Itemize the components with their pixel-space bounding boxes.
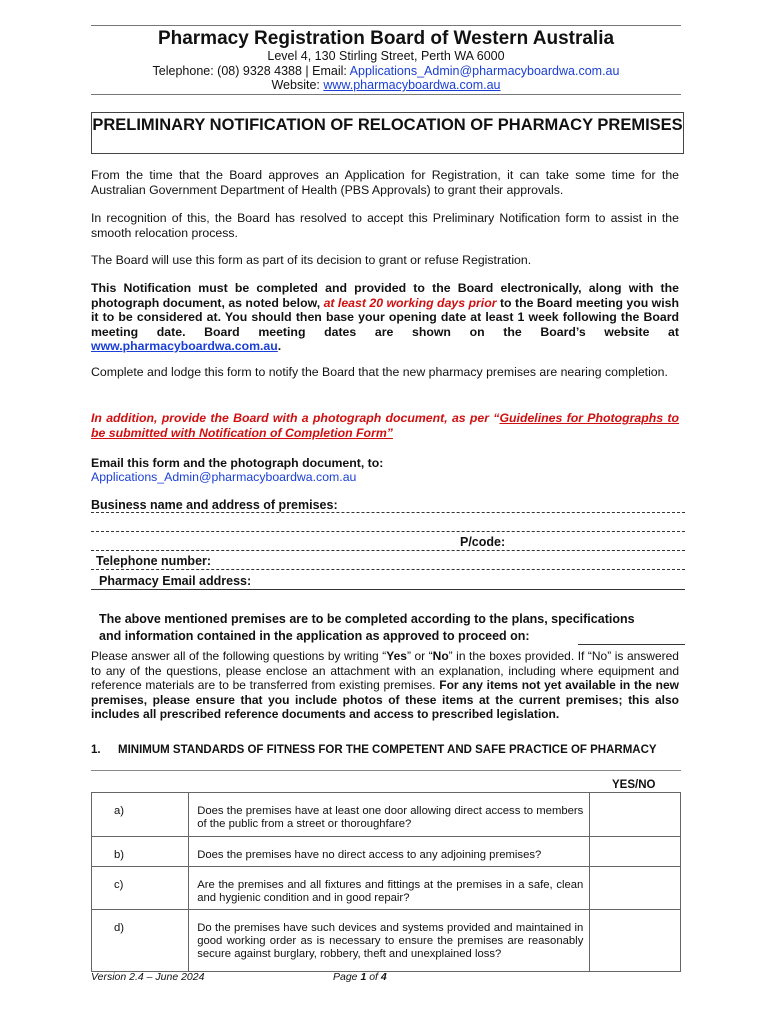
header-email-link[interactable]: Applications_Admin@pharmacyboardwa.com.au (349, 64, 620, 78)
instr-c: ” in the boxes provided. If “No” is answered to any of the questions, please enclose an attachment with an explanation, including where equipment and reference materials are to be transferred from existing premises. (91, 649, 679, 692)
question-letter: d) (92, 910, 189, 972)
instr-b: ” or “ (406, 649, 433, 663)
questions-table (91, 792, 681, 972)
telephone-text: Telephone: (08) 9328 4388 | Email: (152, 64, 350, 78)
p4-deadline: at least 20 working days prior (323, 295, 497, 310)
yes-no-header: YES/NO (612, 779, 656, 791)
instr-a: Please answer all of the following questions by writing “ (91, 649, 387, 663)
question-text: Are the premises and all fixtures and fittings at the premises in a safe, clean and hygienic condition and in good repair? (189, 867, 590, 910)
telephone-input-line[interactable] (91, 569, 685, 570)
email-address[interactable]: Applications_Admin@pharmacyboardwa.com.au (91, 470, 357, 484)
page-num: 1 (360, 971, 367, 983)
instr-yes: Yes (386, 649, 407, 663)
email-field-label: Pharmacy Email address: (99, 574, 252, 588)
question-row (92, 793, 681, 837)
question-letter: a) (92, 793, 189, 837)
intro-paragraph-2: In recognition of this, the Board has resolved to accept this Preliminary Notification form to assist in the smooth relocation process. (91, 211, 679, 240)
question-letter: b) (92, 837, 189, 867)
business-input-line-1[interactable] (91, 512, 685, 513)
intro-paragraph-1: From the time that the Board approves an Application for Registration, it can take some time for the Australian Government Department of Health (PBS Approvals) to grant their approvals. (91, 168, 679, 197)
page-prefix: Page (333, 971, 361, 983)
header-top-rule (91, 25, 681, 26)
email-input-line[interactable] (91, 589, 685, 590)
section-1-title: MINIMUM STANDARDS OF FITNESS FOR THE COMPETENT AND SAFE PRACTICE OF PHARMACY (118, 744, 657, 756)
footer-version: Version 2.4 – June 2024 (91, 971, 205, 983)
section-1-rule (91, 770, 681, 771)
answer-box[interactable] (590, 867, 681, 910)
intro-paragraph-3: The Board will use this form as part of its decision to grant or refuse Registration. (91, 253, 532, 267)
section-1-heading (91, 744, 681, 757)
intro-paragraph-5: Complete and lodge this form to notify the Board that the new pharmacy premises are nearing completion. (91, 365, 668, 379)
org-website-line (91, 78, 681, 93)
p6-text: In addition, provide the Board with a photograph document, as per “ (91, 411, 500, 425)
photo-guidelines-link[interactable]: Guidelines for Photographs to be submitted with Notification of Completion Form” (91, 411, 679, 440)
p4-text-a: This Notification must be completed and provided to the Board electronically, along with the photograph document, as noted below, (91, 281, 679, 310)
question-text: Does the premises have at least one door allowing direct access to members of the public from a street or thoroughfare? (189, 793, 590, 837)
section-1-number: 1. (91, 744, 101, 756)
email-heading: Email this form and the photograph document, to: (91, 456, 384, 470)
answer-box[interactable] (590, 837, 681, 867)
instr-no: No (432, 649, 449, 663)
p4-text-b: to the Board meeting you wish it to be considered at. You should then base your opening date at least 1 week following the Board meeting date. Board meeting dates are shown on the Board’s website at (91, 295, 680, 339)
org-address: Level 4, 130 Stirling Street, Perth WA 6000 (267, 49, 505, 63)
header-bottom-rule (91, 94, 681, 95)
completion-text-b: and information contained in the application as approved to proceed on: (99, 629, 530, 643)
form-title: PRELIMINARY NOTIFICATION OF RELOCATION OF PHARMACY PREMISES (91, 112, 684, 154)
answer-box[interactable] (590, 793, 681, 837)
footer-page-number (333, 971, 387, 983)
instructions-paragraph (91, 649, 679, 722)
page-total: 4 (380, 971, 387, 983)
intro-paragraph-4 (91, 281, 679, 354)
instr-bold: For any items not yet available in the new premises, please ensure that you include photos of these items at the current premises; this also includes all prescribed reference documents and access to prescribed legislation. (91, 678, 680, 721)
intro-paragraph-6 (91, 411, 679, 440)
question-text: Do the premises have such devices and systems provided and maintained in good working order as is necessary to ensure the premises are reasonably secure against burglary, robbery, theft and unexplained loss? (189, 910, 590, 972)
org-name: Pharmacy Registration Board of Western Australia (157, 28, 615, 49)
answer-box[interactable] (590, 910, 681, 972)
page-mid: of (366, 971, 381, 983)
telephone-label: Telephone number: (96, 554, 212, 568)
completion-text-a: The above mentioned premises are to be completed according to the plans, specifications (99, 612, 635, 626)
question-letter: c) (92, 867, 189, 910)
header-website-link[interactable]: www.pharmacyboardwa.com.au (323, 78, 501, 92)
question-row (92, 837, 681, 867)
postcode-input-line[interactable] (91, 550, 685, 551)
postcode-label: P/code: (460, 535, 506, 549)
question-text: Does the premises have no direct access to any adjoining premises? (189, 837, 590, 867)
business-input-line-2[interactable] (91, 531, 685, 532)
completion-date-line[interactable] (578, 644, 685, 645)
question-row (92, 910, 681, 972)
question-row (92, 867, 681, 910)
org-contact-line (91, 64, 681, 79)
p4-website-link[interactable]: www.pharmacyboardwa.com.au (91, 339, 278, 353)
website-label: Website: (271, 78, 324, 92)
p4-end: . (277, 339, 282, 353)
business-label: Business name and address of premises: (91, 498, 338, 512)
